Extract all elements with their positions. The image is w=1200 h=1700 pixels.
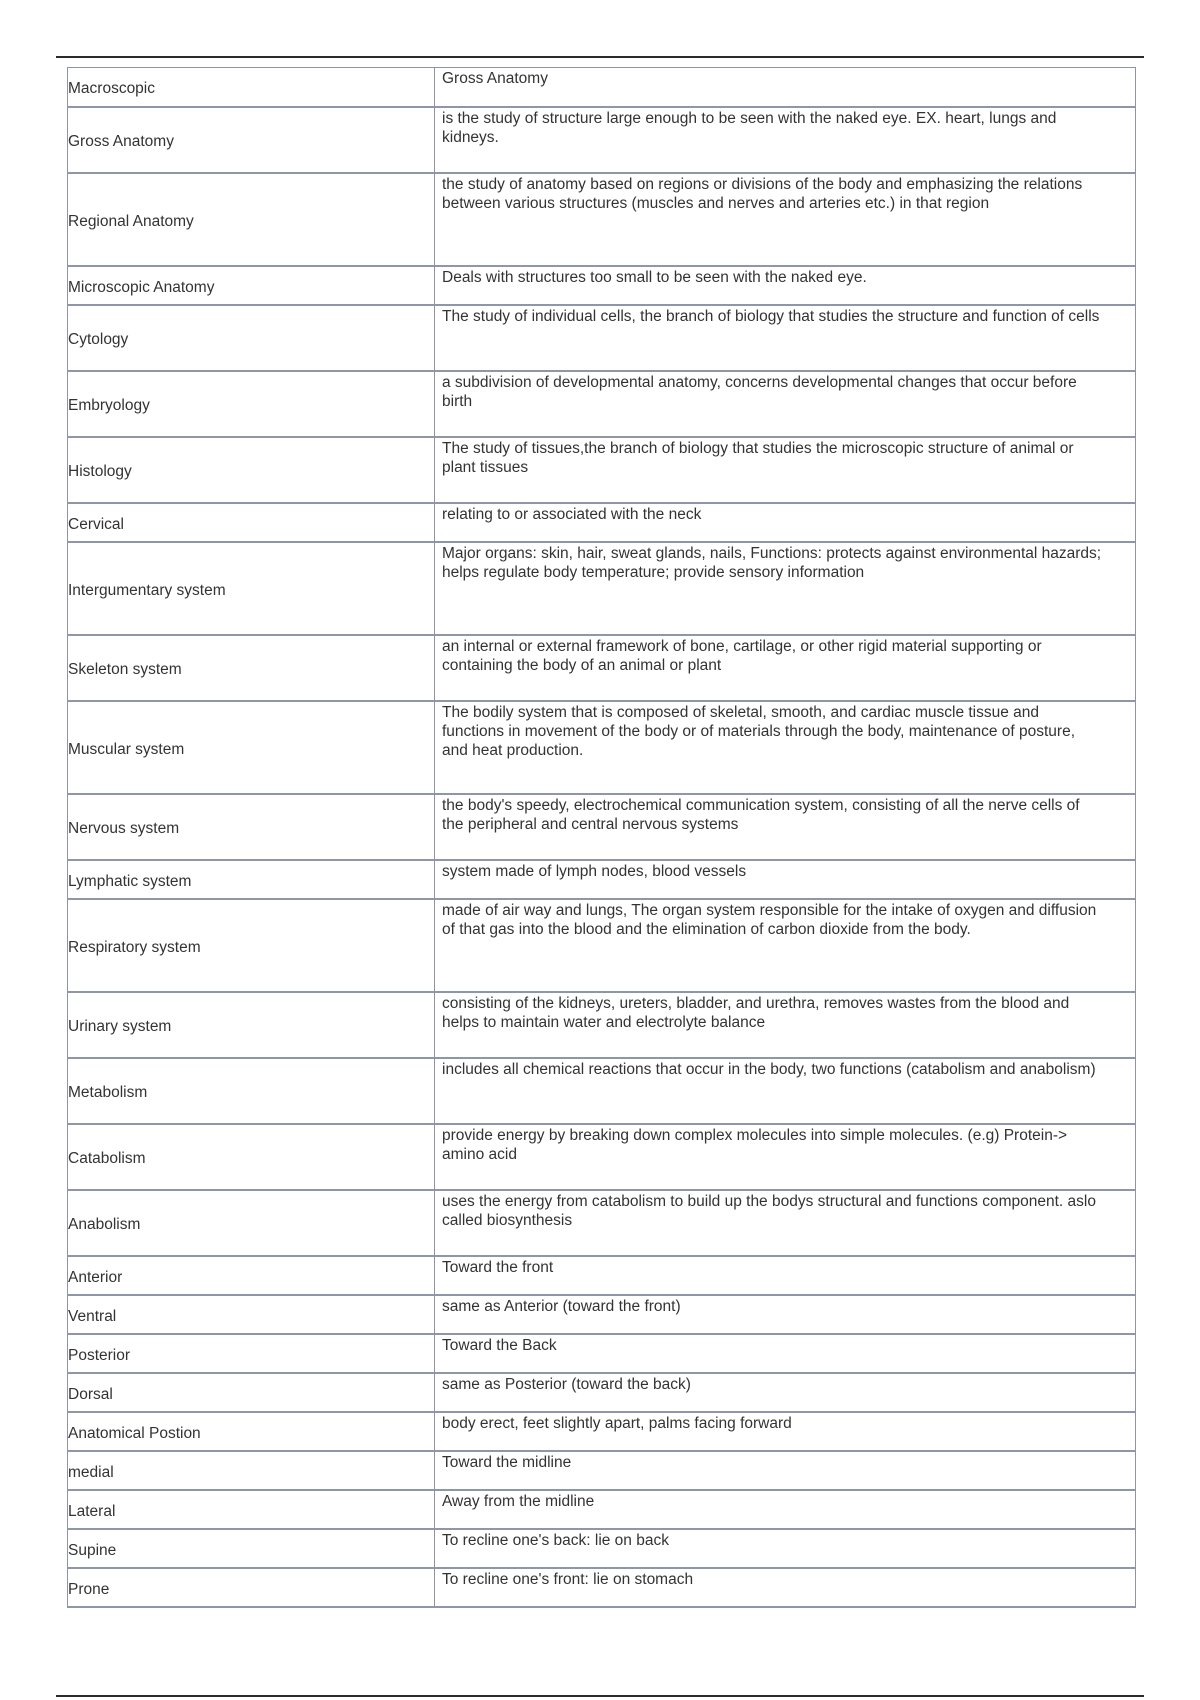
table-row xyxy=(68,1490,1136,1529)
table-row xyxy=(68,1334,1136,1373)
table-row xyxy=(68,1451,1136,1490)
table-row xyxy=(68,1124,1136,1190)
table-row xyxy=(68,503,1136,542)
definition-cell: To recline one's back: lie on back xyxy=(435,1529,1136,1568)
term-cell: Macroscopic xyxy=(68,68,435,107)
term-cell: Respiratory system xyxy=(68,899,435,992)
term-cell: Anabolism xyxy=(68,1190,435,1256)
definition-cell: The study of tissues,the branch of biology that studies the microscopic structure of animal or plant tissues xyxy=(435,437,1136,503)
definition-cell: the body's speedy, electrochemical communication system, consisting of all the nerve cells of the peripheral and central nervous systems xyxy=(435,794,1136,860)
term-cell: Supine xyxy=(68,1529,435,1568)
term-cell: Regional Anatomy xyxy=(68,173,435,266)
table-row xyxy=(68,173,1136,266)
table-row xyxy=(68,701,1136,794)
table-row xyxy=(68,68,1136,107)
term-cell: Posterior xyxy=(68,1334,435,1373)
definition-cell: provide energy by breaking down complex molecules into simple molecules. (e.g) Protein-> amino acid xyxy=(435,1124,1136,1190)
definition-cell: same as Anterior (toward the front) xyxy=(435,1295,1136,1334)
table-row xyxy=(68,1529,1136,1568)
definition-cell: a subdivision of developmental anatomy, concerns developmental changes that occur before birth xyxy=(435,371,1136,437)
table-row xyxy=(68,860,1136,899)
table-row xyxy=(68,899,1136,992)
term-cell: Anatomical Postion xyxy=(68,1412,435,1451)
definition-cell: Gross Anatomy xyxy=(435,68,1136,107)
definition-cell: Deals with structures too small to be seen with the naked eye. xyxy=(435,266,1136,305)
table-row xyxy=(68,1568,1136,1607)
table-row xyxy=(68,794,1136,860)
definition-cell: consisting of the kidneys, ureters, bladder, and urethra, removes wastes from the blood and helps to maintain water and electrolyte balance xyxy=(435,992,1136,1058)
term-cell: Intergumentary system xyxy=(68,542,435,635)
definition-cell: system made of lymph nodes, blood vessels xyxy=(435,860,1136,899)
definition-cell: Toward the Back xyxy=(435,1334,1136,1373)
table-row xyxy=(68,635,1136,701)
definition-cell: an internal or external framework of bone, cartilage, or other rigid material supporting or containing the body of an animal or plant xyxy=(435,635,1136,701)
definition-cell: The bodily system that is composed of skeletal, smooth, and cardiac muscle tissue and functions in movement of the body or of materials through the body, maintenance of posture, and heat production. xyxy=(435,701,1136,794)
definition-cell: Toward the midline xyxy=(435,1451,1136,1490)
definition-cell: is the study of structure large enough to be seen with the naked eye. EX. heart, lungs and kidneys. xyxy=(435,107,1136,173)
term-cell: Lymphatic system xyxy=(68,860,435,899)
table-row xyxy=(68,266,1136,305)
table-row xyxy=(68,305,1136,371)
term-cell: Anterior xyxy=(68,1256,435,1295)
table-row xyxy=(68,992,1136,1058)
table-row xyxy=(68,1295,1136,1334)
definition-cell: Away from the midline xyxy=(435,1490,1136,1529)
term-cell: Lateral xyxy=(68,1490,435,1529)
term-cell: Nervous system xyxy=(68,794,435,860)
top-rule xyxy=(56,56,1144,58)
definition-cell: The study of individual cells, the branch of biology that studies the structure and function of cells xyxy=(435,305,1136,371)
term-cell: medial xyxy=(68,1451,435,1490)
term-cell: Cervical xyxy=(68,503,435,542)
definition-cell: uses the energy from catabolism to build up the bodys structural and functions component. aslo called biosynthesis xyxy=(435,1190,1136,1256)
term-cell: Muscular system xyxy=(68,701,435,794)
definition-cell: body erect, feet slightly apart, palms facing forward xyxy=(435,1412,1136,1451)
term-cell: Prone xyxy=(68,1568,435,1607)
table-row xyxy=(68,1058,1136,1124)
term-cell: Histology xyxy=(68,437,435,503)
term-cell: Gross Anatomy xyxy=(68,107,435,173)
term-cell: Embryology xyxy=(68,371,435,437)
table-row xyxy=(68,107,1136,173)
term-cell: Cytology xyxy=(68,305,435,371)
term-cell: Dorsal xyxy=(68,1373,435,1412)
term-cell: Ventral xyxy=(68,1295,435,1334)
definition-cell: Major organs: skin, hair, sweat glands, nails, Functions: protects against environmental hazards; helps regulate body temperature; provide sensory information xyxy=(435,542,1136,635)
glossary-body xyxy=(68,68,1136,1607)
table-row xyxy=(68,1412,1136,1451)
term-cell: Urinary system xyxy=(68,992,435,1058)
table-row xyxy=(68,437,1136,503)
table-row xyxy=(68,1256,1136,1295)
term-cell: Skeleton system xyxy=(68,635,435,701)
definition-cell: the study of anatomy based on regions or divisions of the body and emphasizing the relations between various structures (muscles and nerves and arteries etc.) in that region xyxy=(435,173,1136,266)
term-cell: Metabolism xyxy=(68,1058,435,1124)
definition-cell: includes all chemical reactions that occur in the body, two functions (catabolism and anabolism) xyxy=(435,1058,1136,1124)
definition-cell: same as Posterior (toward the back) xyxy=(435,1373,1136,1412)
glossary-table xyxy=(67,67,1136,1608)
definition-cell: relating to or associated with the neck xyxy=(435,503,1136,542)
term-cell: Catabolism xyxy=(68,1124,435,1190)
definition-cell: To recline one's front: lie on stomach xyxy=(435,1568,1136,1607)
table-row xyxy=(68,1190,1136,1256)
bottom-rule xyxy=(56,1695,1144,1697)
table-row xyxy=(68,542,1136,635)
term-cell: Microscopic Anatomy xyxy=(68,266,435,305)
table-row xyxy=(68,371,1136,437)
definition-cell: Toward the front xyxy=(435,1256,1136,1295)
definition-cell: made of air way and lungs, The organ system responsible for the intake of oxygen and diffusion of that gas into the blood and the elimination of carbon dioxide from the body. xyxy=(435,899,1136,992)
table-row xyxy=(68,1373,1136,1412)
